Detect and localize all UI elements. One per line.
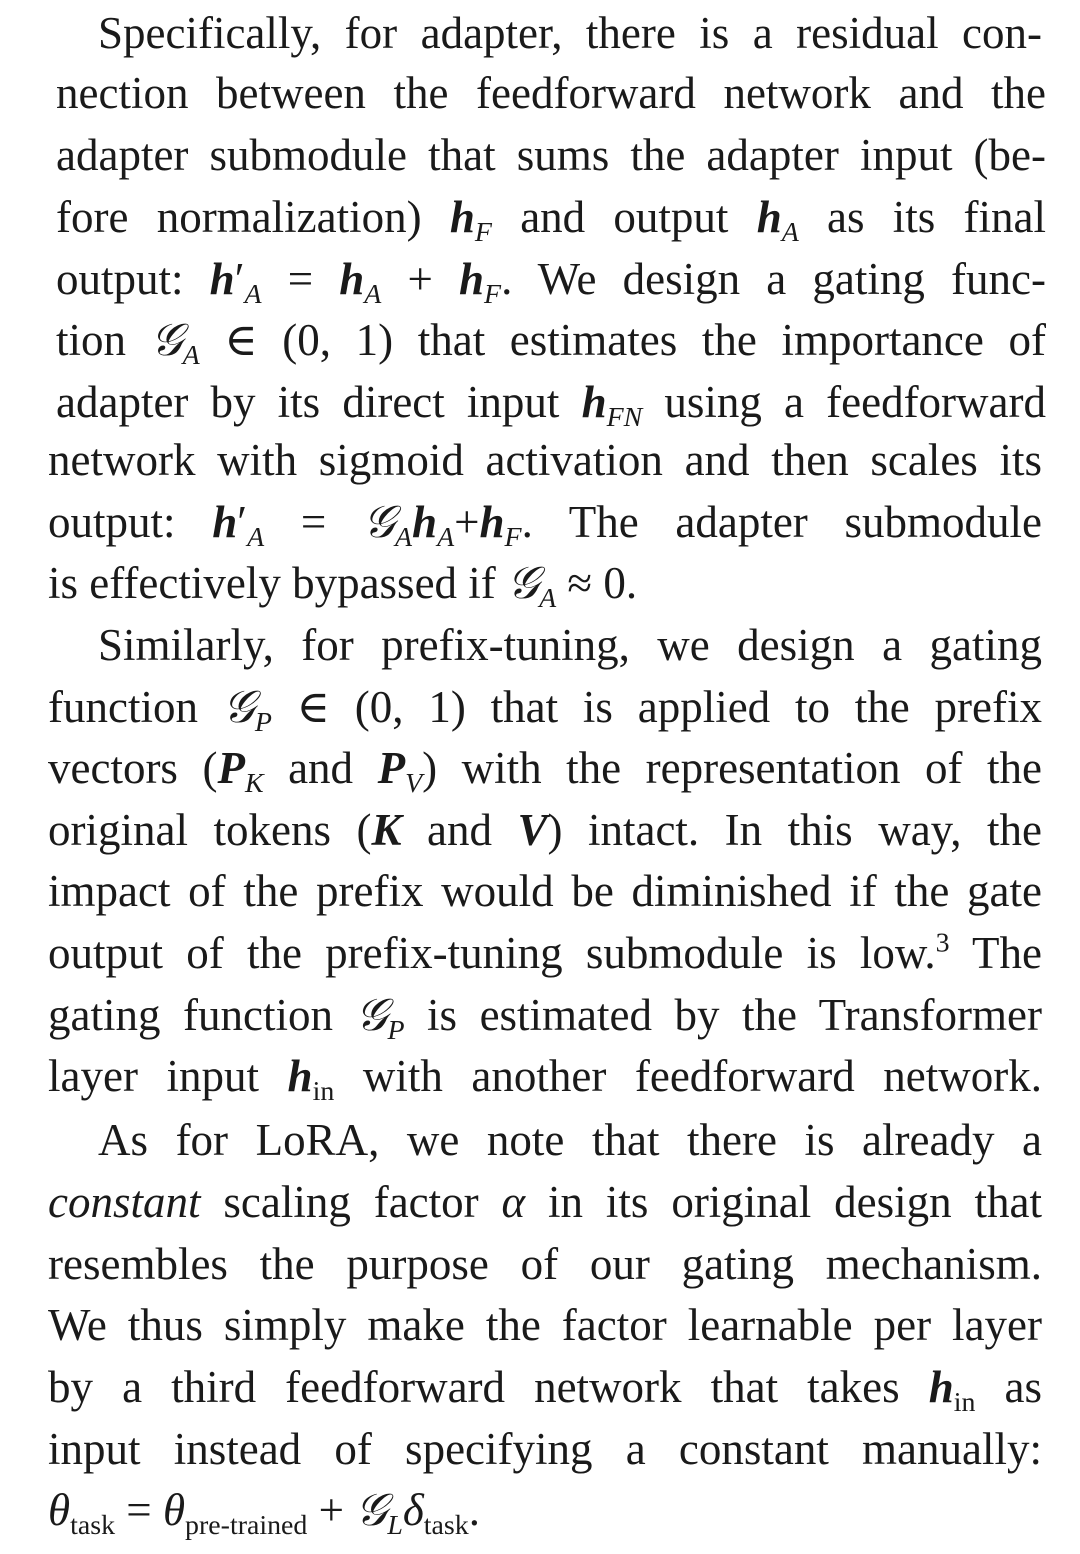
- text-line: vectors ($P_K$ and $P_V$) with the representation of the: [48, 743, 1043, 799]
- text-line: constant scaling factor α in its original design that: [48, 1177, 1043, 1227]
- equation-line: $\theta_{task} = \theta_{pre-trained}$ + $𝒢_L\delta_{task}$.: [48, 1485, 480, 1541]
- text-line: tion 𝒢$_A$ ∈ (0, 1) that estimates the importance of: [56, 315, 1046, 371]
- text-line: As for LoRA, we note that there is already a: [98, 1115, 1042, 1165]
- text-line: nection between the feedforward network and the: [56, 68, 1046, 118]
- text-line: Specifically, for adapter, there is a residual con-: [98, 8, 1042, 58]
- text-line: original tokens (K and V) intact. In this way, the: [48, 805, 1042, 855]
- text-line: function 𝒢$_P$ ∈ (0, 1) that is applied to the prefix: [48, 682, 1043, 738]
- text-line: output: $h'_A = h_A + h_F$. We design a gating func-: [56, 254, 1046, 310]
- text-line: We thus simply make the factor learnable per layer: [48, 1300, 1042, 1350]
- text-line: fore normalization) $h_F$ and output $h_A$ as its final: [56, 192, 1046, 248]
- text-line: Similarly, for prefix-tuning, we design a gating: [98, 620, 1042, 670]
- text-line: adapter by its direct input $h_{FN}$ using a feedforward: [56, 377, 1046, 433]
- text-line: output of the prefix-tuning submodule is low.$^3$ The: [48, 927, 1042, 978]
- text-line: layer input $h_{in}$ with another feedforward network.: [48, 1051, 1042, 1107]
- text-line: impact of the prefix would be diminished if the gate: [48, 866, 1042, 916]
- text-line: input instead of specifying a constant manually:: [48, 1424, 1042, 1474]
- text-line: network with sigmoid activation and then scales its: [48, 435, 1042, 485]
- text-line: adapter submodule that sums the adapter input (be-: [56, 130, 1046, 180]
- text-line: output: $h'_A$ = $𝒢_Ah_A+h_F$. The adapter submodule: [48, 497, 1042, 553]
- text-line: gating function 𝒢$_P$ is estimated by the Transformer: [48, 990, 1042, 1046]
- text-line: is effectively bypassed if 𝒢$_A$ ≈ 0.: [48, 558, 638, 614]
- text-line: by a third feedforward network that takes $h_{in}$ as: [48, 1362, 1042, 1418]
- text-line: resembles the purpose of our gating mechanism.: [48, 1239, 1042, 1289]
